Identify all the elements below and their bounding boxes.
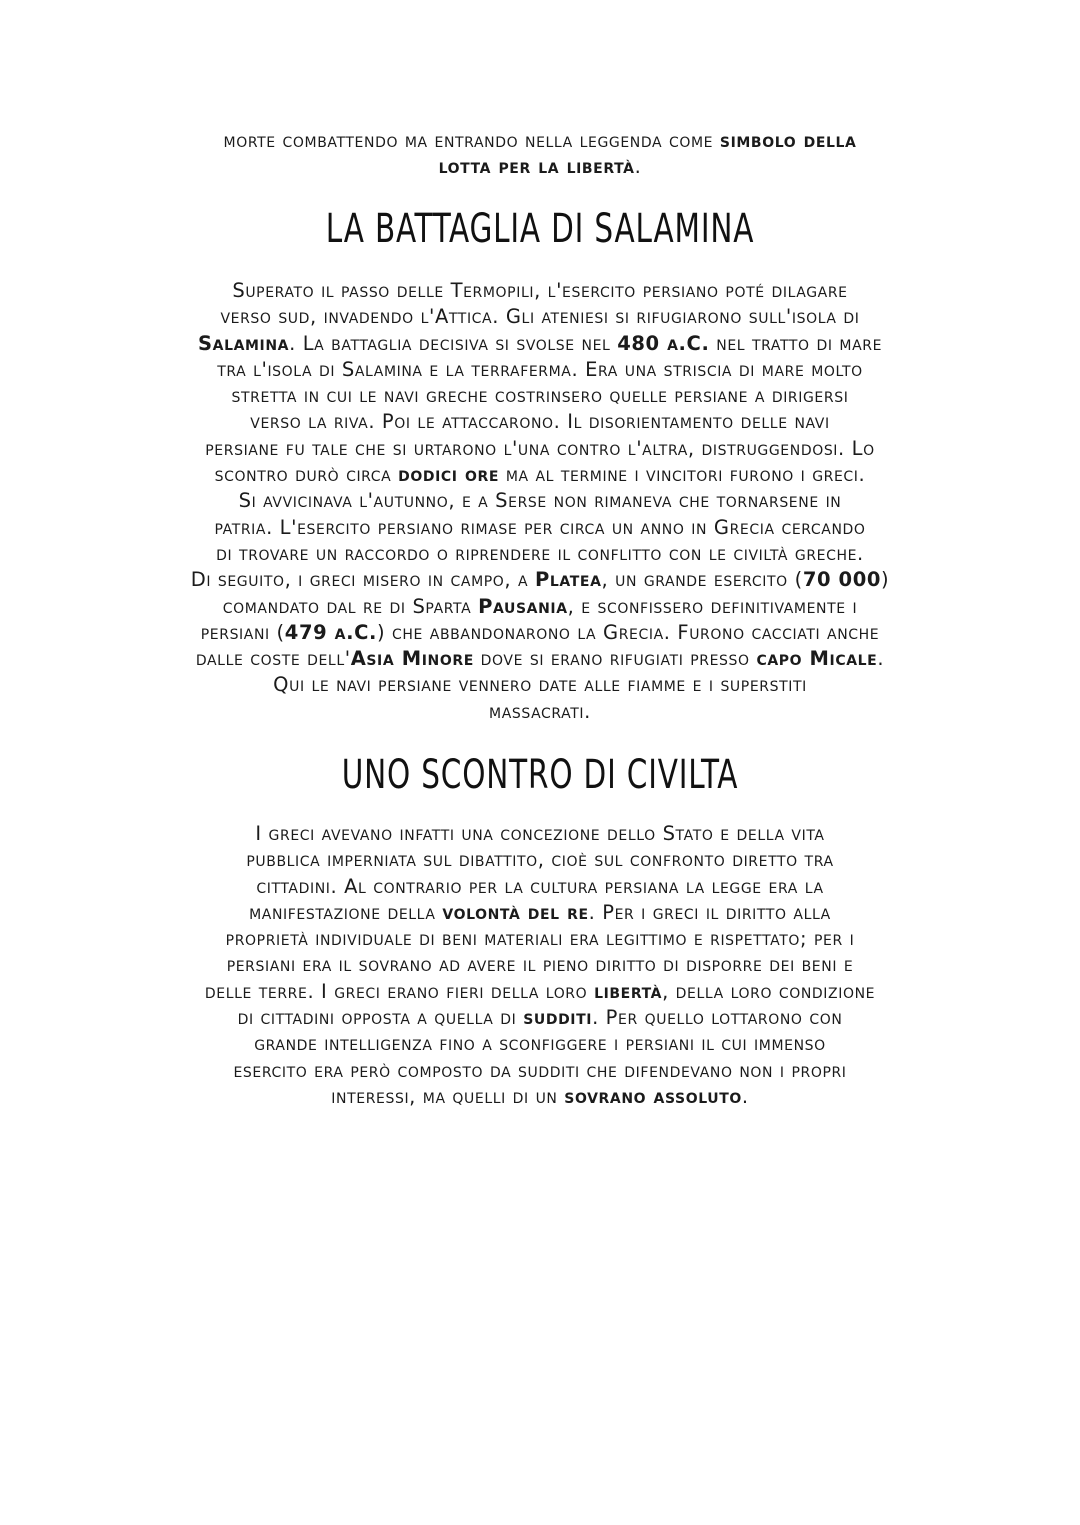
bold-term: Platea: [535, 568, 602, 592]
text-line: di trovare un raccordo o riprendere il conflitto con le civiltà greche.: [216, 541, 864, 565]
bold-term: 70 000: [802, 568, 882, 592]
text-line: lotta per la libertà.: [438, 155, 642, 179]
intro-paragraph: [120, 128, 960, 181]
section-title-salamina: LA BATTAGLIA DI SALAMINA: [325, 206, 755, 252]
text-line: tra l'isola di Salamina e la terraferma. Era una striscia di mare molto: [217, 357, 863, 381]
text-line: pubblica imperniata sul dibattito, cioè sul confronto diretto tra: [246, 848, 834, 872]
text-line: delle terre. I greci erano fieri della loro libertà, della loro condizione: [204, 979, 876, 1003]
bold-term: Asia Minore: [350, 647, 474, 671]
text-line: esercito era però composto da sudditi che difendevano non i propri: [233, 1058, 847, 1082]
text-line: Salamina. La battaglia decisiva si svolse nel 480 a.C. nel tratto di mare: [197, 331, 883, 355]
bold-term: sudditi: [523, 1006, 593, 1030]
bold-term: Pausania: [478, 594, 568, 618]
text-line: persiani era il sovrano ad avere il pieno diritto di disporre dei beni e: [226, 953, 854, 977]
text-line: patria. L'esercito persiano rimase per circa un anno in Grecia cercando: [214, 515, 866, 539]
bold-term: volontà del re: [442, 900, 589, 924]
bold-term: capo Micale: [756, 647, 878, 671]
text-line: verso sud, invadendo l'Attica. Gli ateniesi si rifugiarono sull'isola di: [220, 305, 860, 329]
bold-term: libertà: [594, 979, 663, 1003]
bold-term: 480 a.C.: [617, 331, 710, 355]
text-line: Qui le navi persiane vennero date alle fiamme e i superstiti: [273, 673, 807, 697]
text-line: Si avvicinava l'autunno, e a Serse non rimaneva che tornarsene in: [238, 489, 842, 513]
text-line: scontro durò circa dodici ore ma al termine i vincitori furono i greci.: [214, 463, 866, 487]
bold-term: Salamina: [197, 331, 290, 355]
bold-term: 479 a.C.: [284, 620, 378, 644]
text-line: comandato dal re di Sparta Pausania, e sconfissero definitivamente i: [222, 594, 858, 618]
salamina-paragraph: [120, 278, 960, 725]
text-line: verso la riva. Poi le attaccarono. Il disorientamento delle navi: [250, 410, 830, 434]
text-line: cittadini. Al contrario per la cultura persiana la legge era la: [256, 874, 824, 898]
bold-term: sovrano assoluto: [564, 1084, 742, 1108]
text-line: dalle coste dell'Asia Minore dove si erano rifugiati presso capo Micale.: [195, 647, 885, 671]
text-line: proprietà individuale di beni materiali era legittimo e rispettato; per i: [225, 927, 855, 951]
bold-term: dodici ore: [398, 463, 500, 487]
text-line: massacrati.: [489, 699, 591, 723]
text-line: stretta in cui le navi greche costrinsero quelle persiane a dirigersi: [231, 384, 849, 408]
text-line: grande intelligenza fino a sconfiggere i persiani il cui immenso: [254, 1032, 826, 1056]
text-line: di cittadini opposta a quella di sudditi. Per quello lottarono con: [237, 1006, 843, 1030]
bold-term: simbolo della: [719, 129, 857, 152]
text-line: interessi, ma quelli di un sovrano assoluto.: [331, 1084, 749, 1108]
civilta-paragraph: [120, 821, 960, 1110]
text-line: manifestazione della volontà del re. Per i greci il diritto alla: [249, 900, 831, 924]
text-line: Di seguito, i greci misero in campo, a Platea, un grande esercito (70 000): [190, 568, 890, 592]
text-line: Superato il passo delle Termopili, l'esercito persiano poté dilagare: [232, 279, 848, 302]
text-line: I greci avevano infatti una concezione dello Stato e della vita: [255, 822, 825, 845]
bold-term: lotta per la libertà: [438, 155, 635, 179]
section-title-scontro-civilta: UNO SCONTRO DI CIVILTA: [341, 752, 739, 798]
text-line: persiane fu tale che si urtarono l'una contro l'altra, distruggendosi. Lo: [205, 436, 875, 460]
text-line: persiani (479 a.C.) che abbandonarono la Grecia. Furono cacciati anche: [200, 620, 880, 644]
text-line: morte combattendo ma entrando nella leggenda come simbolo della: [223, 129, 857, 152]
